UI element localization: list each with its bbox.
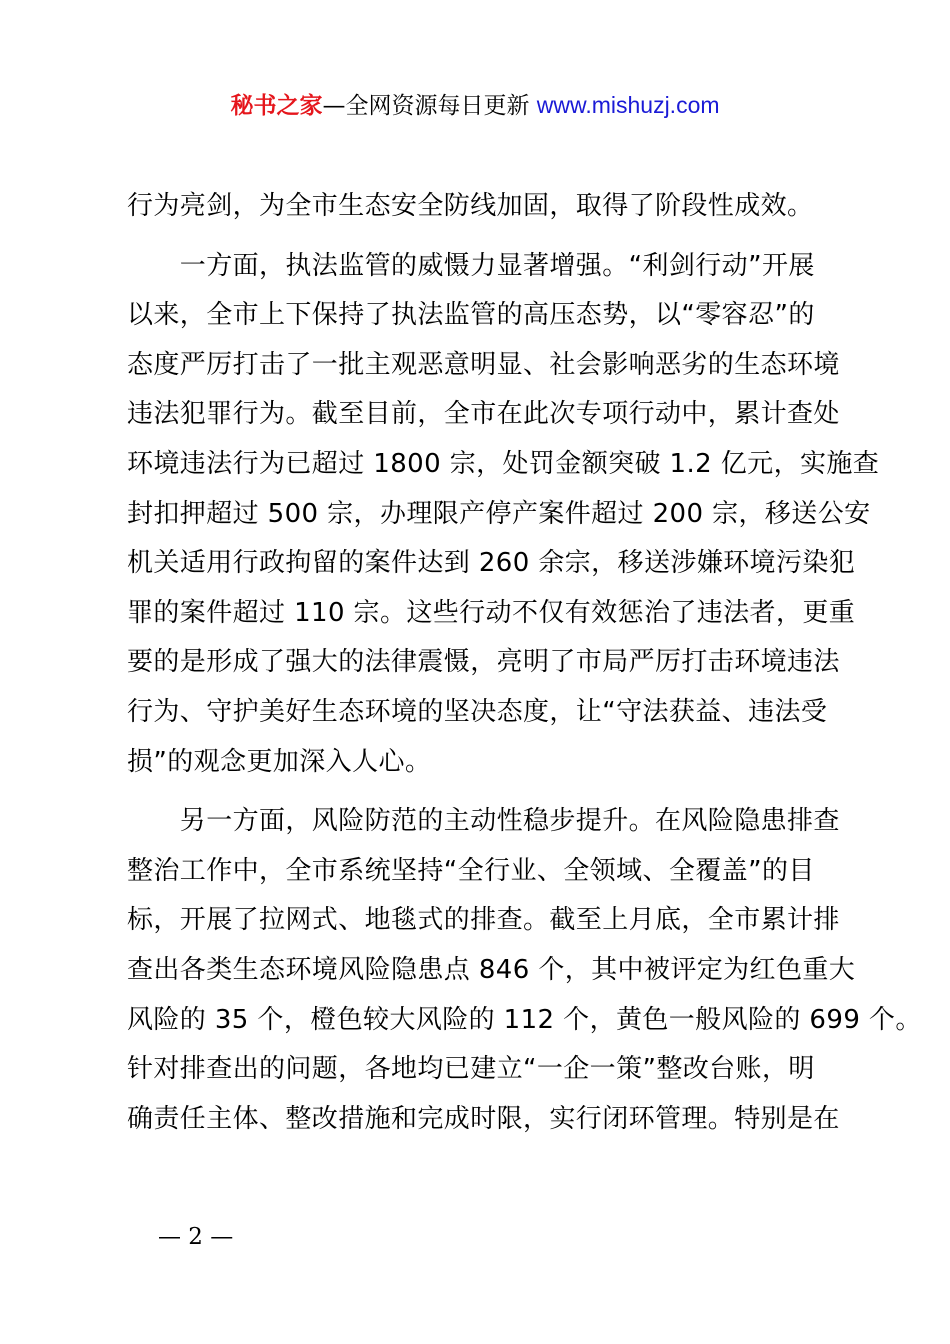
paragraph-enforcement xyxy=(127,242,880,788)
text-line: 违法犯罪行为。截至目前，全市在此次专项行动中，累计查处 xyxy=(127,399,840,430)
text-line: 另一方面，风险防范的主动性稳步提升。在风险隐患排查 xyxy=(127,806,840,837)
paragraph-risk-prevention xyxy=(127,797,922,1144)
page-header xyxy=(0,88,950,123)
text-line: 要的是形成了强大的法律震慑，亮明了市局严厉打击环境违法 xyxy=(127,647,840,678)
text-line: 损”的观念更加深入人心。 xyxy=(127,746,432,777)
paragraph-continuation xyxy=(127,182,839,232)
text-line: 罪的案件超过 110 宗。这些行动不仅有效惩治了违法者，更重 xyxy=(127,597,856,628)
text-line: 针对排查出的问题，各地均已建立“一企一策”整改台账，明 xyxy=(127,1054,815,1085)
text-line: 环境违法行为已超过 1800 宗，处罚金额突破 1.2 亿元，实施查 xyxy=(127,448,880,479)
text-line: 标，开展了拉网式、地毯式的排查。截至上月底，全市累计排 xyxy=(127,905,840,936)
text-line: 机关适用行政拘留的案件达到 260 余宗，移送涉嫌环境污染犯 xyxy=(127,548,856,579)
text-line: 确责任主体、整改措施和完成时限，实行闭环管理。特别是在 xyxy=(127,1103,840,1134)
page-number: — 2 — xyxy=(158,1224,234,1250)
text-line: 以来，全市上下保持了执法监管的高压态势，以“零容忍”的 xyxy=(127,300,815,331)
text-line: 风险的 35 个，橙色较大风险的 112 个，黄色一般风险的 699 个。 xyxy=(127,1004,922,1035)
text-line: 查出各类生态环境风险隐患点 846 个，其中被评定为红色重大 xyxy=(127,954,856,985)
text-line: 整治工作中，全市系统坚持“全行业、全领域、全覆盖”的目 xyxy=(127,855,815,886)
document-body xyxy=(127,182,922,1144)
site-tagline: —全网资源每日更新 xyxy=(322,93,537,119)
text-line: 态度严厉打击了一批主观恶意明显、社会影响恶劣的生态环境 xyxy=(127,349,840,380)
text-line: 行为亮剑，为全市生态安全防线加固，取得了阶段性成效。 xyxy=(127,191,814,221)
site-url-link[interactable]: www.mishuzj.com xyxy=(536,92,720,118)
text-line: 封扣押超过 500 宗，办理限产停产案件超过 200 宗，移送公安 xyxy=(127,498,871,529)
site-brand: 秘书之家 xyxy=(230,93,323,119)
text-line: 行为、守护美好生态环境的坚决态度，让“守法获益、违法受 xyxy=(127,696,828,727)
text-line: 一方面，执法监管的威慑力显著增强。“利剑行动”开展 xyxy=(127,250,815,281)
